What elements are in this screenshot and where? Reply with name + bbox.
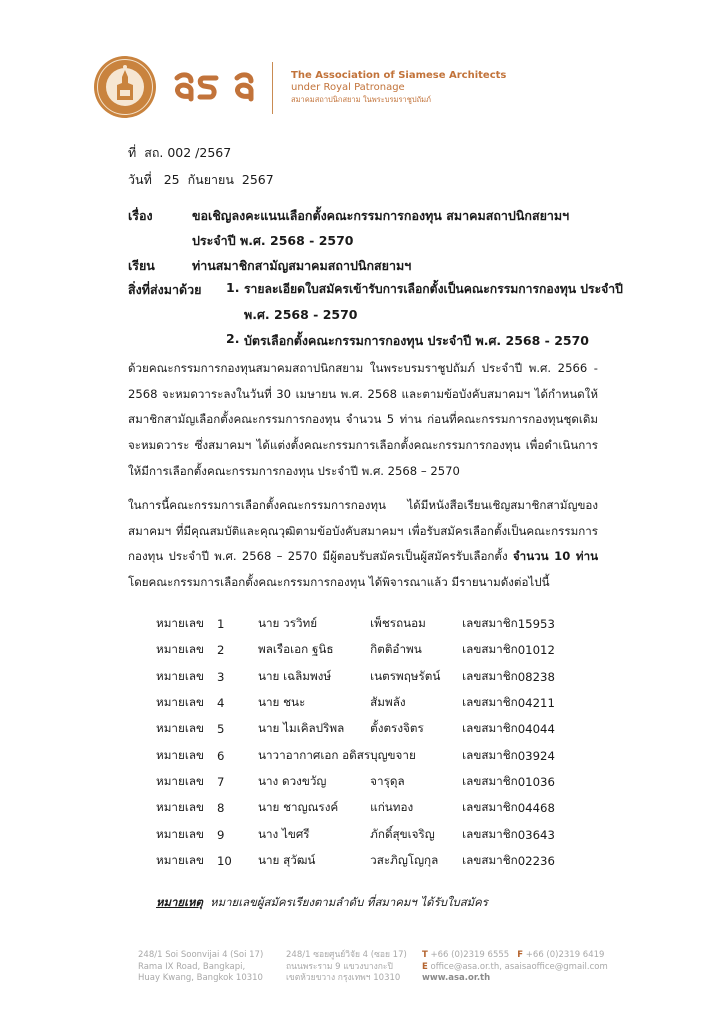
- footer-address-th: [286, 950, 407, 985]
- candidate-last-name: จารุดุล: [370, 773, 405, 788]
- member-number-label: เลขสมาชิก: [462, 800, 518, 815]
- ref-value: สถ. 002 /2567: [144, 145, 232, 160]
- member-number-label: เลขสมาชิก: [462, 695, 518, 710]
- enclosure-2-number: 2.: [226, 331, 240, 346]
- candidate-row: [156, 637, 555, 663]
- enclosures-label: สิ่งที่ส่งมาด้วย: [128, 282, 202, 297]
- candidate-last-name: ภักดิ์สุขเจริญ: [370, 826, 435, 841]
- candidate-name-cell: [258, 716, 370, 742]
- candidate-name-cell: [258, 848, 370, 874]
- date-day: 25: [163, 172, 180, 187]
- footer-phone-line: [422, 950, 608, 962]
- member-number-label: เลขสมาชิก: [462, 773, 518, 788]
- candidate-row: [156, 611, 555, 637]
- member-number-label: เลขสมาชิก: [462, 642, 518, 657]
- candidate-number: 9: [217, 827, 225, 842]
- candidate-name-cell: [258, 664, 370, 690]
- email-label: E: [422, 961, 428, 972]
- email-value: office@asa.or.th, asaisaoffice@gmail.com: [430, 961, 608, 972]
- date-label: วันที่: [128, 172, 152, 187]
- candidate-first-name: ชาญณรงค์: [283, 800, 339, 815]
- footer-address-en-line: 248/1 Soi Soonvijai 4 (Soi 17): [138, 950, 264, 960]
- date-line: [128, 170, 274, 190]
- candidate-number: 3: [217, 669, 225, 684]
- candidate-prefix: นาย: [258, 668, 280, 683]
- candidate-name-cell: [258, 795, 370, 821]
- org-name-en: The Association of Siamese Architects: [291, 70, 507, 81]
- footer-address-th-line: 248/1 ซอยศูนย์วิจัย 4 (ซอย 17): [286, 950, 407, 960]
- remark: [156, 894, 488, 912]
- member-number-label: เลขสมาชิก: [462, 668, 518, 683]
- date-year: 2567: [241, 172, 274, 187]
- candidate-first-name: วรวิทย์: [283, 616, 318, 631]
- candidate-number-label: หมายเลข: [156, 852, 204, 867]
- footer-address-th-line: เขตห้วยขวาง กรุงเทพฯ 10310: [286, 973, 401, 983]
- member-number-label: เลขสมาชิก: [462, 852, 518, 867]
- candidate-row: [156, 821, 555, 847]
- candidate-number: 6: [217, 748, 225, 763]
- member-number: 03924: [517, 748, 555, 763]
- candidate-prefix: นาวาอากาศเอก: [258, 747, 339, 762]
- candidate-prefix: นาง: [258, 773, 279, 788]
- footer-contact: [422, 950, 608, 985]
- paragraph-2: [128, 493, 598, 596]
- candidate-number: 2: [217, 643, 225, 658]
- footer-email-line: [422, 962, 608, 974]
- member-number-label: เลขสมาชิก: [462, 721, 518, 736]
- candidate-prefix: นาย: [258, 616, 280, 631]
- subject-label: เรื่อง: [128, 208, 153, 223]
- candidate-row: [156, 742, 555, 768]
- candidate-row: [156, 716, 555, 742]
- candidate-last-name: เนตรพฤษรัตน์: [370, 668, 441, 683]
- candidate-row: [156, 795, 555, 821]
- member-number: 08238: [517, 669, 555, 684]
- reference-line: [128, 143, 231, 163]
- member-number: 04044: [517, 722, 555, 737]
- member-number: 01012: [517, 643, 555, 658]
- candidate-prefix: นาย: [258, 721, 280, 736]
- candidate-name-cell: [258, 769, 370, 795]
- candidate-number-label: หมายเลข: [156, 616, 204, 631]
- candidate-number: 7: [217, 774, 225, 789]
- footer-address-en: [138, 950, 263, 985]
- website-link[interactable]: www.asa.or.th: [422, 973, 491, 983]
- candidate-last-name: ตั้งตรงจิตร: [370, 721, 424, 736]
- candidate-number: 4: [217, 696, 225, 711]
- member-number-label: เลขสมาชิก: [462, 616, 518, 631]
- subject-line-1: ขอเชิญลงคะแนนเลือกตั้งคณะกรรมการกองทุน สมาคมสถาปนิกสยามฯ: [192, 208, 570, 223]
- candidate-last-name: บุญขจาย: [370, 747, 416, 762]
- candidate-row: [156, 769, 555, 795]
- remark-label: หมายเหตุ: [156, 895, 203, 909]
- candidate-name-cell: [258, 637, 370, 663]
- member-number: 02236: [517, 853, 555, 868]
- candidate-last-name: สัมพลัง: [370, 695, 406, 710]
- footer-address-th-line: ถนนพระราม 9 แขวงบางกะปิ: [286, 961, 393, 972]
- member-number-label: เลขสมาชิก: [462, 826, 518, 841]
- candidate-number: 5: [217, 722, 225, 737]
- org-patronage-en: under Royal Patronage: [291, 82, 405, 93]
- candidate-name-cell: [258, 742, 370, 768]
- tel-value: +66 (0)2319 6555: [430, 950, 510, 960]
- paragraph-2-text-a: ในการนี้คณะกรรมการเลือกตั้งคณะกรรมการกองทุน ได้มีหนังสือเรียนเชิญสมาชิกสามัญของสมาคมฯ ที่มีคุณสมบัติและคุณวุฒิตามข้อบังคับสมาคมฯ เพื่อรับสมัครเลือกตั้งเป็นคณะกรรมการกองทุน ประจำปี พ.ศ. 2568 – 2570 มีผู้ตอบรับสมัครเป็นผู้สมัครรับเลือกตั้ง: [128, 498, 598, 564]
- candidate-first-name: ไขศรี: [281, 826, 310, 841]
- member-number-label: เลขสมาชิก: [462, 747, 518, 762]
- candidate-prefix: นาย: [258, 695, 280, 710]
- date-month: กันยายน: [187, 172, 234, 187]
- enclosure-1-line-1: รายละเอียดใบสมัครเข้ารับการเลือกตั้งเป็นคณะกรรมการกองทุน ประจำปี: [244, 282, 623, 296]
- candidate-first-name: ไมเคิลปริพล: [283, 721, 345, 736]
- enclosure-1-number: 1.: [226, 280, 240, 295]
- member-number: 04211: [517, 696, 555, 711]
- candidate-first-name: เฉลิมพงษ์: [283, 668, 332, 683]
- org-name-th: สมาคมสถาปนิกสยาม ในพระบรมราชูปถัมภ์: [291, 95, 432, 104]
- paragraph-2-text-b: โดยคณะกรรมการเลือกตั้งคณะกรรมการกองทุน ได้พิจารณาแล้ว มีรายนามดังต่อไปนี้: [128, 575, 550, 590]
- footer-address-en-line: Rama IX Road, Bangkapi,: [138, 961, 246, 972]
- candidate-number: 1: [217, 617, 225, 632]
- candidate-prefix: นาย: [258, 800, 280, 815]
- candidate-last-name: วสะภิญโญกุล: [370, 852, 439, 867]
- subject-line-2: ประจำปี พ.ศ. 2568 - 2570: [192, 233, 354, 248]
- member-number: 03643: [517, 827, 555, 842]
- candidate-first-name: อดิสร: [342, 747, 371, 762]
- candidate-name-cell: [258, 821, 370, 847]
- fax-label: F: [517, 950, 524, 960]
- candidate-name-cell: [258, 690, 370, 716]
- candidate-prefix: นาง: [258, 826, 279, 841]
- candidate-row: [156, 664, 555, 690]
- candidate-number-label: หมายเลข: [156, 800, 204, 815]
- candidate-number-label: หมายเลข: [156, 721, 204, 736]
- candidate-last-name: เพ็ชรถนอม: [370, 616, 426, 631]
- candidate-name-cell: [258, 611, 370, 637]
- tel-label: T: [422, 950, 428, 960]
- ref-label: ที่: [128, 145, 137, 160]
- candidate-list: [156, 611, 555, 874]
- paragraph-2-candidate-count: จำนวน 10 ท่าน: [512, 549, 599, 564]
- candidate-first-name: ชนะ: [283, 695, 306, 710]
- candidate-number-label: หมายเลข: [156, 747, 204, 762]
- recipient-value: ท่านสมาชิกสามัญสมาคมสถาปนิกสยามฯ: [192, 258, 412, 273]
- candidate-number-label: หมายเลข: [156, 826, 204, 841]
- enclosure-1-line-2: พ.ศ. 2568 - 2570: [244, 307, 358, 322]
- candidate-number-label: หมายเลข: [156, 695, 204, 710]
- member-number: 01036: [517, 774, 555, 789]
- candidate-first-name: ดวงขวัญ: [281, 773, 327, 788]
- candidate-last-name: กิตติอำพน: [370, 642, 422, 657]
- member-number: 15953: [517, 617, 555, 632]
- member-number: 04468: [517, 801, 555, 816]
- paragraph-1: ด้วยคณะกรรมการกองทุนสมาคมสถาปนิกสยาม ในพระบรมราชูปถัมภ์ ประจำปี พ.ศ. 2566 - 2568 จะหมดวาระลงในวันที่ 30 เมษายน พ.ศ. 2568 และตามข้อบังคับสมาคมฯ ได้กำหนดให้สมาชิกสามัญเลือกตั้งคณะกรรมการกองทุน จำนวน 5 ท่าน ก่อนที่คณะกรรมการกองทุนชุดเดิมจะหมดวาระ ซึ่งสมาคมฯ ได้แต่งตั้งคณะกรรมการเลือกตั้งคณะกรรมการกองทุน เพื่อดำเนินการให้มีการเลือกตั้งคณะกรรมการกองทุน ประจำปี พ.ศ. 2568 – 2570: [128, 361, 598, 478]
- candidate-number-label: หมายเลข: [156, 773, 204, 788]
- footer-address-en-line: Huay Kwang, Bangkok 10310: [138, 973, 263, 983]
- recipient-label: เรียน: [128, 258, 155, 273]
- candidate-first-name: ฐนิธ: [311, 642, 334, 657]
- candidate-row: [156, 848, 555, 874]
- fax-value: +66 (0)2319 6419: [525, 950, 605, 960]
- enclosure-2-line-1: บัตรเลือกตั้งคณะกรรมการกองทุน ประจำปี พ.ศ. 2568 - 2570: [244, 333, 590, 348]
- candidate-number-label: หมายเลข: [156, 642, 204, 657]
- candidate-prefix: นาย: [258, 852, 280, 867]
- remark-text: หมายเลขผู้สมัครเรียงตามลำดับ ที่สมาคมฯ ได้รับใบสมัคร: [210, 895, 488, 909]
- candidate-row: [156, 690, 555, 716]
- candidate-number: 10: [217, 853, 232, 868]
- candidate-prefix: พลเรือเอก: [258, 642, 309, 657]
- candidate-number: 8: [217, 801, 225, 816]
- candidate-last-name: แก่นทอง: [370, 800, 414, 815]
- candidate-number-label: หมายเลข: [156, 668, 204, 683]
- candidate-first-name: สุวัฒน์: [283, 852, 316, 867]
